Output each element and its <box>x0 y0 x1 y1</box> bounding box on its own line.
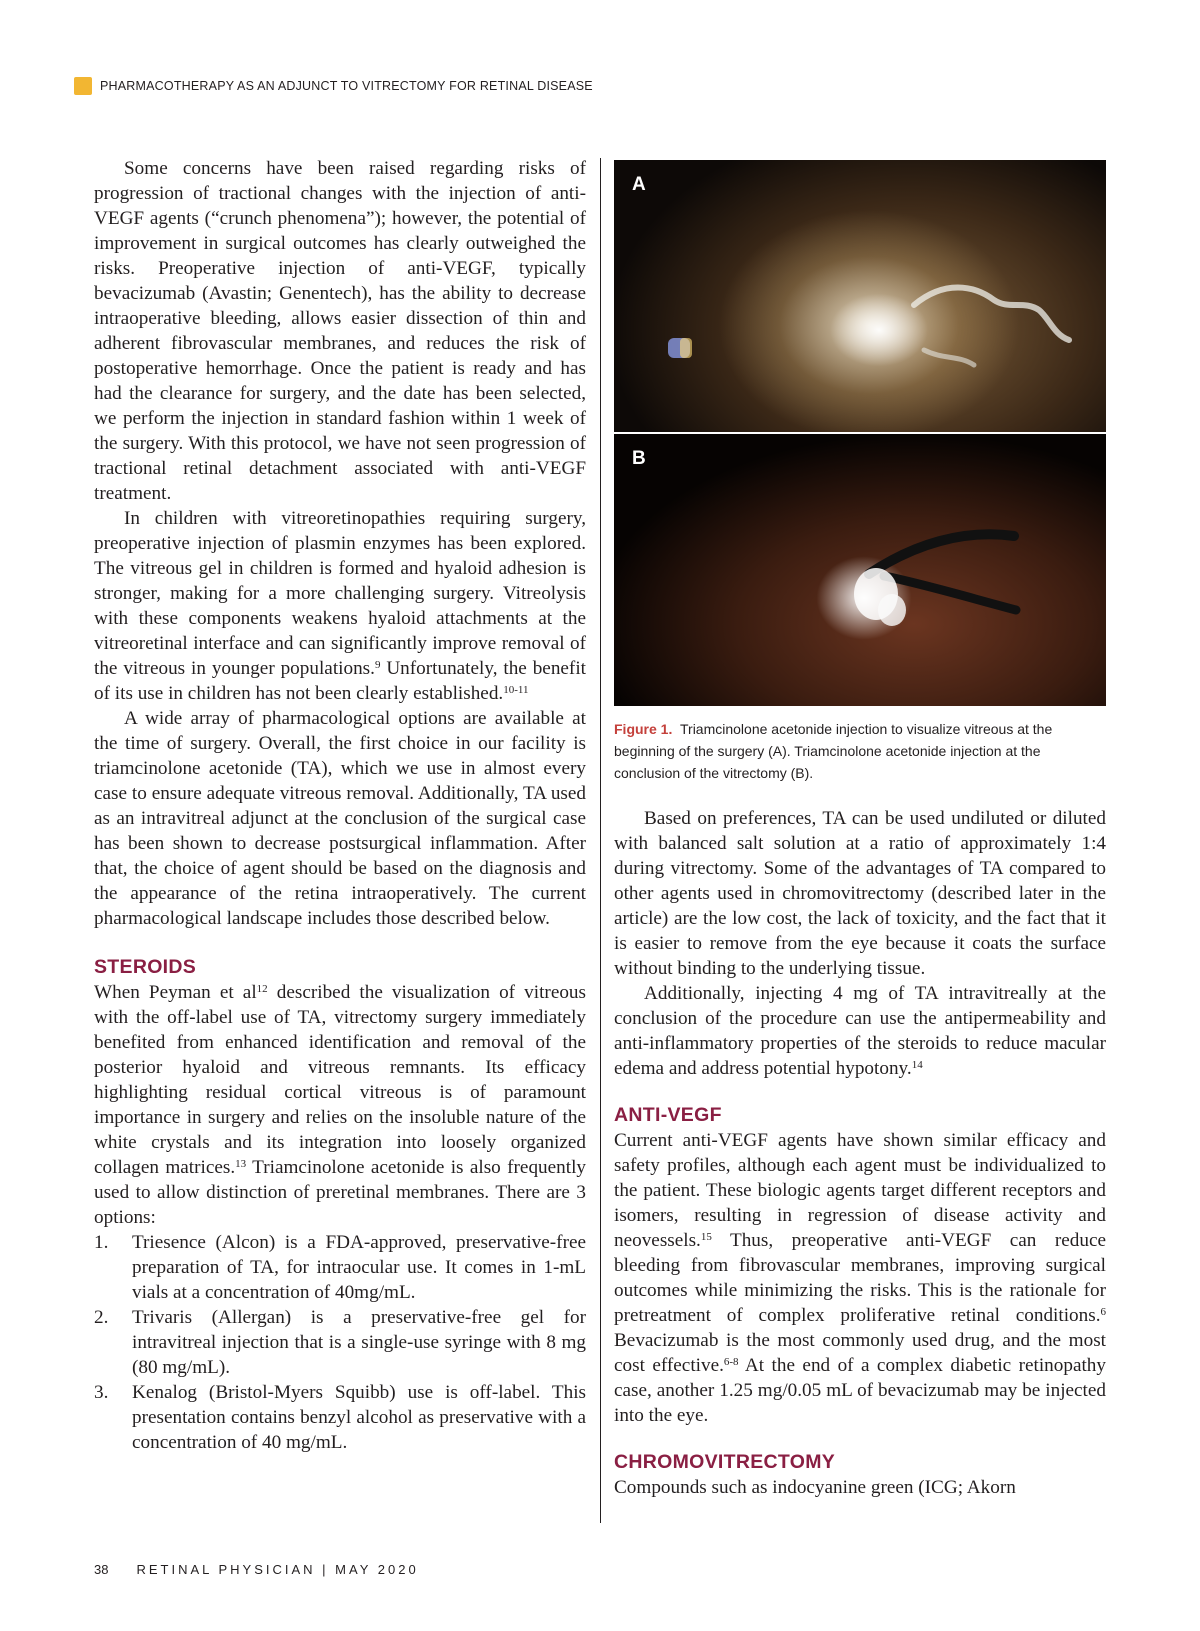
paragraph: Some concerns have been raised regarding risks of progression of tractional changes with the injection of anti-VEGF agents (“crunch phenomena”); however, the potential of improvement in surgical outcomes has clearly outweighed the risks. Preoperative injection of anti-VEGF, typically bevacizumab (Avastin; Genentech), has the ability to decrease intraoperative bleeding, allows easier dissection of thin and adherent fibrovascular membranes, and reduces the risk of postoperative hemorrhage. Once the patient is ready and has had the clearance for surgery, and the date has been selected, we perform the injection in standard fashion within 1 week of the surgery. With this protocol, we have not seen progression of tractional retinal detachment associated with anti-VEGF treatment. <box>94 158 586 504</box>
panel-b-illustration <box>614 434 1106 706</box>
list-item: 3. Kenalog (Bristol-Myers Squibb) use is off-label. This presentation contains benzyl alcohol as preservative with a concentration of 40 mg/mL. <box>94 1382 586 1453</box>
options-list <box>94 1230 586 1455</box>
left-column <box>94 156 586 1455</box>
figure-caption-text: Triamcinolone acetonide injection to visualize vitreous at the beginning of the surgery (A). Triamcinolone acetonide injection at the conclusion of the vitrectomy (B). <box>614 721 1053 781</box>
panel-b-label: B <box>632 448 646 469</box>
paragraph: Compounds such as indocyanine green (ICG; Akorn <box>614 1477 1016 1498</box>
reference-superscript: 13 <box>235 1158 247 1170</box>
section-heading-steroids: STEROIDS <box>94 956 197 978</box>
reference-superscript: 6-8 <box>723 1356 739 1368</box>
paragraph: Additionally, injecting 4 mg of TA intravitreally at the conclusion of the procedure can use the antipermeability and anti-inflammatory properties of the steroids to reduce macular edema and address potential hypotony.$^{14}$ <box>614 983 1106 1079</box>
panel-a-illustration <box>614 160 1106 432</box>
paragraph: Based on preferences, TA can be used undiluted or diluted with balanced salt solution at a ratio of approximately 1:4 during vitrectomy. Some of the advantages of TA compared to other agents used in chromovitrectomy (described later in the article) are the low cost, the lack of toxicity, and the fact that it is easier to remove from the eye because it coats the surface without binding to the underlying tissue. <box>614 808 1106 979</box>
running-head-title: PHARMACOTHERAPY AS AN ADJUNCT TO VITRECTOMY FOR RETINAL DISEASE <box>100 79 593 93</box>
list-item: 2. Trivaris (Allergan) is a preservative-free gel for intravitreal injection that is a single-use syringe with 8 mg (80 mg/mL). <box>94 1307 586 1378</box>
reference-superscript: 9 <box>374 659 381 671</box>
reference-superscript: 12 <box>256 983 268 995</box>
paragraph: Current anti-VEGF agents have shown similar efficacy and safety profiles, although each agent must be individualized to the patient. These biologic agents target different receptors and isomers, resulting in regression of disease activity and neovessels.$^{15}$ Thus, preoperative anti-VEGF can reduce bleeding from fibrovascular membranes, improving surgical outcomes while minimizing the risks. This is the rationale for pretreatment of complex proliferative retinal conditions.$^6$ Bevacizumab is the most commonly used drug, and the most cost effective.$^{6-8}$ At the end of a complex diabetic retinopathy case, another 1.25 mg/0.05 mL of bevacizumab may be injected into the eye. <box>614 1130 1106 1426</box>
column-divider <box>600 158 601 1523</box>
running-head <box>74 76 593 96</box>
section-heading-chromovitrectomy: CHROMOVITRECTOMY <box>614 1451 836 1473</box>
journal-name: RETINAL PHYSICIAN | MAY 2020 <box>136 1562 419 1577</box>
section-heading-anti-vegf: ANTI-VEGF <box>614 1104 722 1126</box>
page-number: 38 <box>94 1562 109 1577</box>
panel-a-label: A <box>632 174 646 195</box>
list-item: 1. Triesence (Alcon) is a FDA-approved, preservative-free preparation of TA, for intraocular use. It comes in 1-mL vials at a concentration of 40mg/mL. <box>94 1232 586 1303</box>
running-head-square <box>74 77 92 95</box>
figure-caption-label: Figure 1. <box>614 721 673 737</box>
figure-1 <box>614 160 1106 784</box>
reference-superscript: 15 <box>700 1231 712 1243</box>
paragraph: In children with vitreoretinopathies requiring surgery, preoperative injection of plasmin enzymes has been explored. The vitreous gel in children is formed and hyaloid adhesion is stronger, making for a more challenging surgery. Vitreolysis with these components weakens hyaloid attachments at the vitreoretinal interface and can significantly improve removal of the vitreous in younger populations.$^9$ Unfortunately, the benefit of its use in children has not been clearly established.$^{10-11}$ <box>94 508 586 704</box>
figure-caption <box>614 718 1106 784</box>
page-footer <box>94 1562 419 1577</box>
reference-superscript: 14 <box>911 1059 923 1071</box>
figure-panel-a-image <box>614 160 1106 432</box>
paragraph: A wide array of pharmacological options are available at the time of surgery. Overall, the first choice in our facility is triamcinolone acetonide (TA), which we use in almost every case to ensure adequate vitreous removal. Additionally, TA used as an intravitreal adjunct at the conclusion of the surgical case has been shown to decrease postsurgical inflammation. After that, the choice of agent should be based on the diagnosis and the appearance of the retina intraoperatively. The current pharmacological landscape includes those described below. <box>94 708 586 929</box>
reference-superscript: 6 <box>1100 1306 1106 1318</box>
reference-superscript: 10-11 <box>503 684 529 696</box>
figure-panel-b-image <box>614 434 1106 706</box>
paragraph: When Peyman et $al^{12}$ described the visualization of vitreous with the off-label use of TA, vitrectomy surgery immediately benefited from enhanced identification and removal of the posterior hyaloid and vitreous remnants. Its efficacy highlighting residual cortical vitreous is of paramount importance in surgery and relies on the insoluble nature of the white crystals and its integration into loosely organized collagen matrices.$^{13}$ Triamcinolone acetonide is also frequently used to allow distinction of preretinal membranes. There are 3 options: <box>94 982 586 1228</box>
right-column <box>614 806 1106 1500</box>
